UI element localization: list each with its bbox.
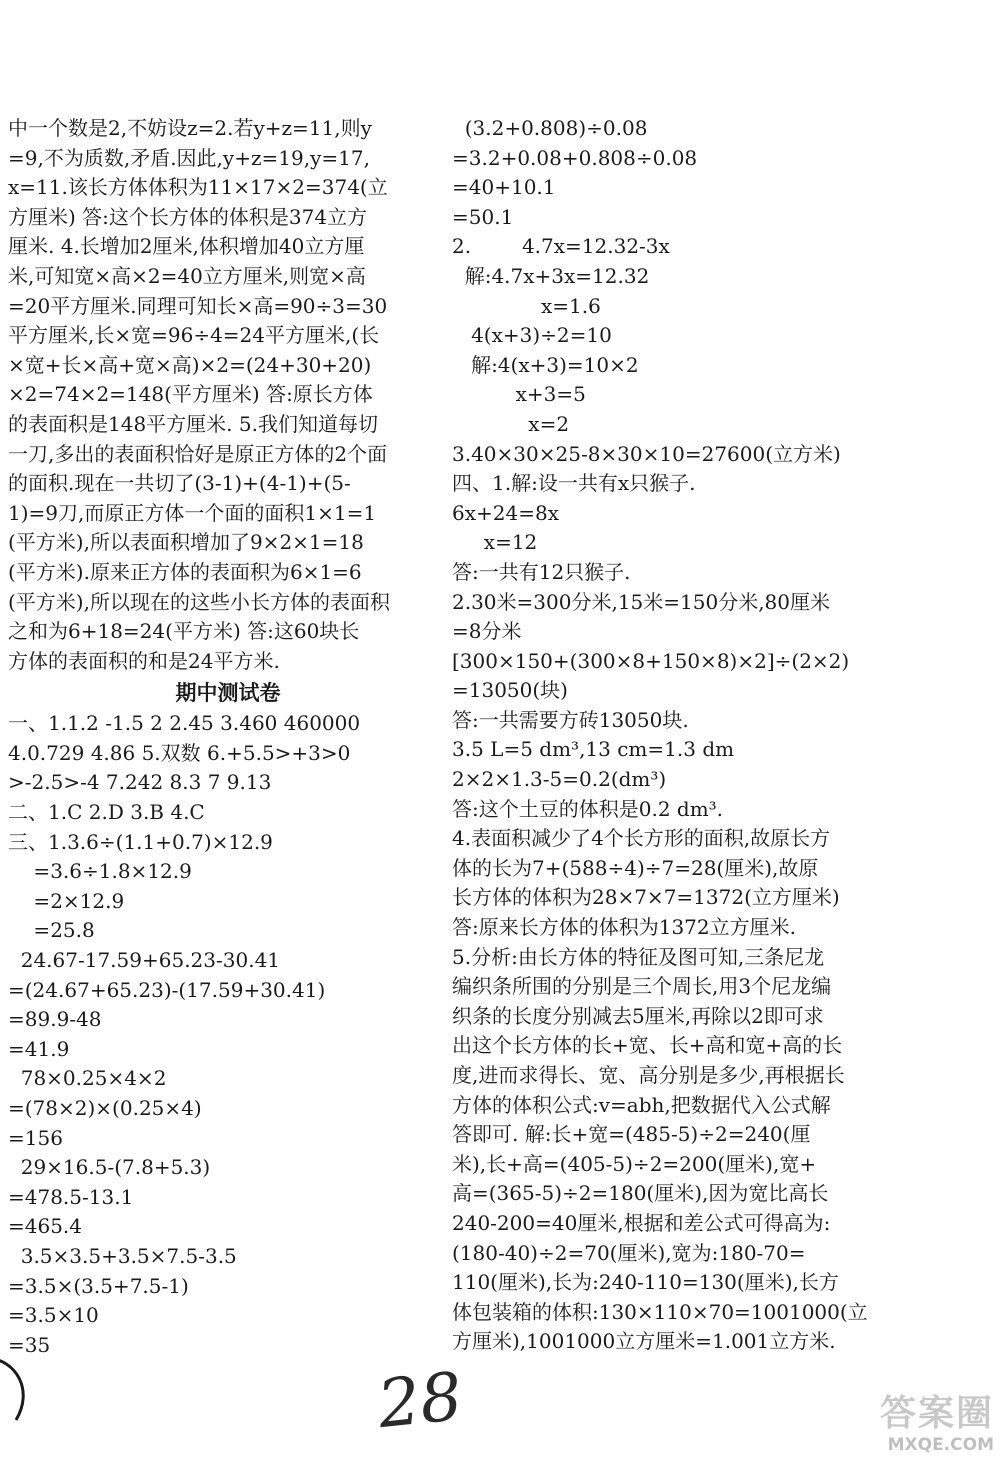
text-line: 解:4(x+3)=10×2 bbox=[452, 352, 639, 377]
text-line: 织条的长度分别减去5厘米,再除以2即可求 bbox=[452, 1003, 824, 1028]
text-line: 3.40×30×25-8×30×10=27600(立方米) bbox=[452, 441, 841, 466]
text-line: x=12 bbox=[452, 530, 538, 555]
text-line: 一、1.1.2 -1.5 2 2.45 3.460 460000 bbox=[8, 711, 361, 736]
text-line: 平方厘米,长×宽=96÷4=24平方厘米,(长 bbox=[8, 323, 380, 348]
text-line: 体的长为7+(588÷4)÷7=28(厘米),故原 bbox=[452, 855, 819, 880]
text-line: (3.2+0.808)÷0.08 bbox=[452, 116, 648, 140]
text-line: 答:这个土豆的体积是0.2 dm³. bbox=[452, 796, 724, 821]
text-line: 米),长+高=(405-5)÷2=200(厘米),宽+ bbox=[452, 1151, 817, 1176]
text-line: 24.67-17.59+65.23-30.41 bbox=[8, 948, 281, 973]
left-column bbox=[8, 114, 428, 1360]
text-line: =89.9-48 bbox=[8, 1007, 102, 1032]
text-line: =465.4 bbox=[8, 1214, 83, 1239]
text-line: 方厘米) 答:这个长方体的体积是374立方 bbox=[8, 204, 368, 229]
text-line: 1)=9刀,而原正方体一个面的面积1×1=1 bbox=[8, 500, 377, 525]
text-line: x=2 bbox=[452, 411, 570, 436]
text-line: =156 bbox=[8, 1125, 63, 1150]
text-line: =3.5×(3.5+7.5-1) bbox=[8, 1273, 189, 1298]
text-line: 长方体的体积为28×7×7=1372(立方厘米) bbox=[452, 885, 840, 910]
text-line: =41.9 bbox=[8, 1036, 70, 1061]
text-line: =20平方厘米.同理可知长×高=90÷3=30 bbox=[8, 293, 388, 318]
text-line: 中一个数是2,不妨设z=2.若y+z=11,则y bbox=[8, 116, 372, 140]
text-line: =(24.67+65.23)-(17.59+30.41) bbox=[8, 977, 326, 1002]
text-line: 3.5×3.5+3.5×7.5-3.5 bbox=[8, 1243, 237, 1268]
text-line: =3.5×10 bbox=[8, 1303, 99, 1328]
text-line: 2×2×1.3-5=0.2(dm³) bbox=[452, 767, 667, 792]
text-line: 答:一共有12只猴子. bbox=[452, 559, 631, 584]
text-line: ×2=74×2=148(平方厘米) 答:原长方体 bbox=[8, 382, 373, 407]
text-line: =(78×2)×(0.25×4) bbox=[8, 1096, 202, 1120]
text-line: 6x+24=8x bbox=[452, 500, 559, 525]
text-line: x=1.6 bbox=[452, 293, 601, 318]
text-line: 答:原来长方体的体积为1372立方厘米. bbox=[452, 915, 796, 940]
text-line: 110(厘米),长为:240-110=130(厘米),长方 bbox=[452, 1270, 839, 1295]
text-line: 4.0.729 4.86 5.双数 6.+5.5>+3>0 bbox=[8, 740, 351, 765]
text-line: >-2.5>-4 7.242 8.3 7 9.13 bbox=[8, 770, 272, 795]
text-line: 方体的表面积的和是24平方米. bbox=[8, 648, 280, 673]
text-line: =478.5-13.1 bbox=[8, 1184, 134, 1209]
text-line: =40+10.1 bbox=[452, 175, 556, 200]
text-line: x=11.该长方体体积为11×17×2=374(立 bbox=[8, 175, 388, 200]
text-line: =35 bbox=[8, 1332, 51, 1357]
text-line: 5.分析:由长方体的特征及图可知,三条尼龙 bbox=[452, 944, 825, 969]
watermark-title: 答案圈 bbox=[879, 1393, 994, 1434]
section-title: 期中测试卷 bbox=[175, 681, 281, 706]
text-line: (180-40)÷2=70(厘米),宽为:180-70= bbox=[452, 1240, 806, 1265]
text-line: 二、1.C 2.D 3.B 4.C bbox=[8, 800, 205, 825]
text-line: 出这个长方体的长+宽、长+高和宽+高的长 bbox=[452, 1033, 843, 1058]
text-line: =8分米 bbox=[452, 619, 522, 644]
text-line: 米,可知宽×高×2=40立方厘米,则宽×高 bbox=[8, 263, 366, 288]
text-line: 度,进而求得长、宽、高分别是多少,再根据长 bbox=[452, 1063, 845, 1087]
text-line: 方厘米),1001000立方厘米=1.001立方米. bbox=[452, 1329, 836, 1354]
text-line: [300×150+(300×8+150×8)×2]÷(2×2) bbox=[452, 648, 850, 673]
text-line: =2×12.9 bbox=[8, 888, 125, 913]
text-line: (平方米),所以表面积增加了9×2×1=18 bbox=[8, 530, 364, 555]
text-line: 答即可. 解:长+宽=(485-5)÷2=240(厘 bbox=[452, 1122, 811, 1147]
text-line: 2.30米=300分米,15米=150分米,80厘米 bbox=[452, 589, 831, 614]
text-line: 方体的体积公式:v=abh,把数据代入公式解 bbox=[452, 1092, 831, 1117]
page-number: 28 bbox=[374, 1357, 466, 1444]
text-line: 厘米. 4.长增加2厘米,体积增加40立方厘 bbox=[8, 234, 365, 259]
text-line: =3.6÷1.8×12.9 bbox=[8, 859, 192, 884]
text-line: 的面积.现在一共切了(3-1)+(4-1)+(5- bbox=[8, 471, 351, 496]
right-column bbox=[452, 114, 872, 1357]
text-line: 体包装箱的体积:130×110×70=1001000(立 bbox=[452, 1299, 868, 1324]
text-line: 四、1.解:设一共有x只猴子. bbox=[452, 471, 696, 496]
text-line: 答:一共需要方砖13050块. bbox=[452, 707, 689, 732]
text-line: 4(x+3)÷2=10 bbox=[452, 323, 612, 348]
text-line: 高=(365-5)÷2=180(厘米),因为宽比高长 bbox=[452, 1181, 829, 1206]
text-line: 三、1.3.6÷(1.1+0.7)×12.9 bbox=[8, 829, 273, 854]
text-line: ×宽+长×高+宽×高)×2=(24+30+20) bbox=[8, 352, 372, 377]
text-line: 29×16.5-(7.8+5.3) bbox=[8, 1155, 211, 1180]
text-line: 编织条所围的分别是三个周长,用3个尼龙编 bbox=[452, 974, 832, 999]
text-line: =50.1 bbox=[452, 204, 514, 229]
text-line: (平方米).原来正方体的表面积为6×1=6 bbox=[8, 559, 362, 584]
text-line: 3.5 L=5 dm³,13 cm=1.3 dm bbox=[452, 737, 735, 762]
text-line: =9,不为质数,矛盾.因此,y+z=19,y=17, bbox=[8, 145, 370, 170]
text-line: =25.8 bbox=[8, 918, 95, 943]
text-line: (平方米),所以现在的这些小长方体的表面积 bbox=[8, 589, 390, 614]
text-line: 78×0.25×4×2 bbox=[8, 1066, 167, 1091]
text-line: 240-200=40厘米,根据和差公式可得高为: bbox=[452, 1210, 831, 1235]
watermark bbox=[834, 1394, 994, 1456]
text-line: 解:4.7x+3x=12.32 bbox=[452, 263, 650, 288]
text-line: 的表面积是148平方厘米. 5.我们知道每切 bbox=[8, 411, 378, 436]
text-line: 之和为6+18=24(平方米) 答:这60块长 bbox=[8, 619, 360, 644]
text-line: =3.2+0.08+0.808÷0.08 bbox=[452, 145, 698, 170]
text-line: 2. 4.7x=12.32-3x bbox=[452, 234, 670, 259]
text-line: =13050(块) bbox=[452, 678, 568, 703]
text-line: x+3=5 bbox=[452, 382, 586, 407]
text-line: 一刀,多出的表面积恰好是原正方体的2个面 bbox=[8, 441, 388, 466]
edge-mark bbox=[0, 1350, 46, 1430]
text-line: 4.表面积减少了4个长方形的面积,故原长方 bbox=[452, 826, 831, 851]
watermark-url: MXQE.COM bbox=[887, 1435, 994, 1455]
